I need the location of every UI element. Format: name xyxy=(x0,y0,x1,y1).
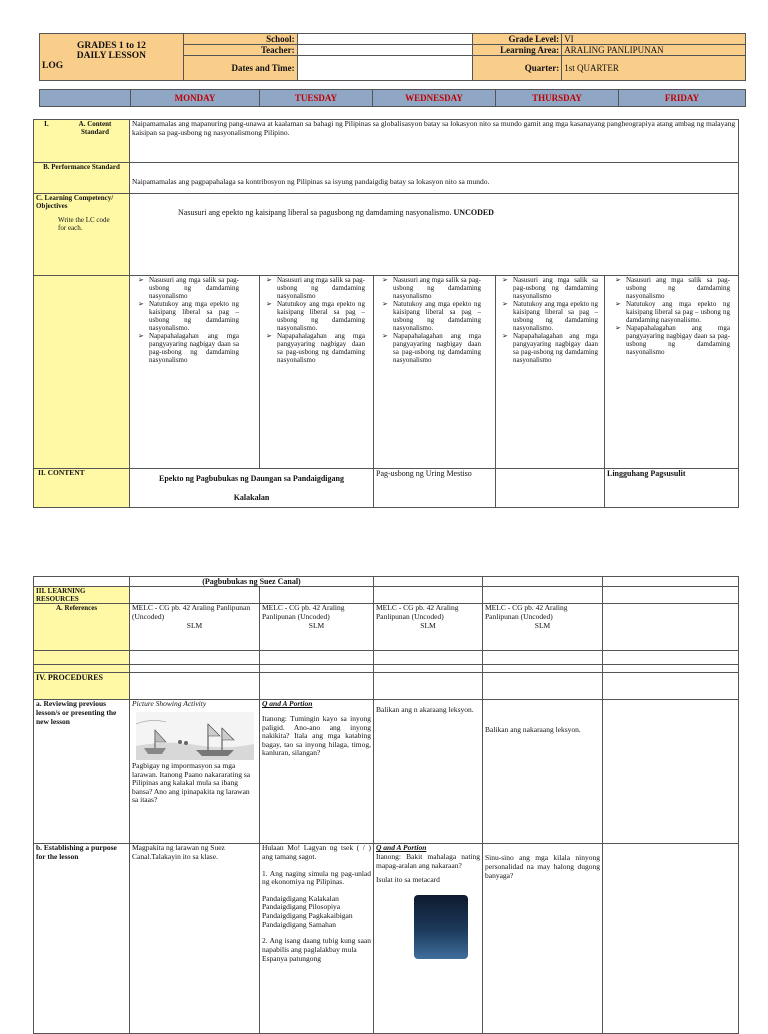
ref-thursday-text: MELC - CG pb. 42 Araling Panlipunan (Uncoded) xyxy=(485,603,568,621)
school-label: School: xyxy=(183,34,297,45)
lc-item: ➢ Nasusuri ang mga salik sa pag-usbong ng damdaming nasyonalismo xyxy=(615,276,730,300)
content-monday-tuesday: Epekto ng Pagbubukas ng Daungan sa Pandaigdigang Kalakalan xyxy=(130,469,374,508)
gap-row-5 xyxy=(603,651,739,665)
proc-blank-3 xyxy=(374,673,483,700)
dates-label: Dates and Time: xyxy=(183,56,297,81)
content-friday: Lingguhang Pagsusulit xyxy=(605,469,739,508)
content-thursday xyxy=(496,469,605,508)
ref-thursday xyxy=(483,604,603,651)
lc-item: ➢ Napapahalagahan ang mga pangyayaring nagbigay daan sa pag-usbong ng damdaming nasyonalismo xyxy=(138,332,239,364)
purpose-wednesday-title: Q and A Portion xyxy=(376,843,427,853)
resources-blank-1 xyxy=(130,587,260,604)
lc-item: ➢ Nasusuri ang mga salik sa pag-usbong ng damdaming nasyonalismo xyxy=(138,276,239,300)
suez-blank-3 xyxy=(483,577,603,587)
purpose-wednesday-text: Itanong: Bakit mahalaga nating mapag-aralan ang nakaraan? xyxy=(376,851,480,870)
ref-monday-slm: SLM xyxy=(186,620,203,630)
purpose-tuesday-intro: Hulaan Mo! Lagyan ng tsek ( / ) ang tamang sagot. xyxy=(262,843,371,861)
suez-blank-2 xyxy=(374,577,483,587)
purpose-label: b. Establishing a purpose for the lesson xyxy=(34,844,130,1034)
lc-item: ➢ Natutukoy ang mga epekto ng kaisipang liberal sa pag –usbong ng damdaming nasyonalismo. xyxy=(138,300,239,332)
competency-note: Write the LC code for each. xyxy=(58,216,110,233)
gap-row2-5 xyxy=(603,665,739,673)
day-friday: FRIDAY xyxy=(619,90,746,107)
purpose-tuesday-opt1: Pandaigdigang Kalakalan xyxy=(262,893,339,903)
dates-field[interactable] xyxy=(297,56,473,81)
purpose-wednesday xyxy=(374,844,483,1034)
ref-thursday-slm: SLM xyxy=(534,620,551,630)
ref-wednesday-text: MELC - CG pb. 42 Araling Panlipunan (Uncoded) xyxy=(376,603,459,621)
title-cell xyxy=(40,34,184,81)
resources-label: III. LEARNING RESOURCES xyxy=(34,587,130,604)
title-line2: DAILY LESSON xyxy=(76,51,147,61)
ref-tuesday-slm: SLM xyxy=(308,620,325,630)
port-illustration xyxy=(136,712,254,760)
suez-blank xyxy=(34,577,130,587)
suez-blank-4 xyxy=(603,577,739,587)
competency-text: Nasusuri ang epekto ng kaisipang liberal sa pagusbong ng damdaming nasyonalismo. xyxy=(178,208,452,217)
lc-items-tuesday xyxy=(260,276,374,469)
day-thursday: THURSDAY xyxy=(496,90,619,107)
lc-items-monday xyxy=(130,276,260,469)
procedures-label: IV. PROCEDURES xyxy=(34,673,130,700)
day-tuesday: TUESDAY xyxy=(260,90,373,107)
days-blank xyxy=(40,90,131,107)
gap-row2-2 xyxy=(260,665,374,673)
area-value[interactable]: ARALING PANLIPUNAN xyxy=(562,45,746,56)
review-wednesday: Balikan ang n akaraang leksyon. xyxy=(374,700,483,844)
lc-item: ➢ Natutukoy ang mga epekto ng kaisipang liberal sa pag – usbong ng damdaming nasyonalismo. xyxy=(615,300,730,324)
teacher-field[interactable] xyxy=(297,45,473,56)
review-thursday: Balikan ang nakaraang leksyon. xyxy=(483,700,603,844)
procedures-table xyxy=(33,576,739,1034)
competency-label: C. Learning Competency/ Objectives xyxy=(36,194,114,211)
purpose-tuesday-opt3: Pandaigdigang Pagkakaibigan xyxy=(262,911,353,921)
area-label: Learning Area: xyxy=(473,45,562,56)
day-monday: MONDAY xyxy=(131,90,260,107)
lc-item: ➢ Napapahalagahan ang mga pangyayaring nagbigay daan sa pag-usbong ng damdaming nasyonalismo xyxy=(382,332,481,364)
review-monday xyxy=(130,700,260,844)
purpose-monday: Magpakita ng larawan ng Suez Canal.Talakayin ito sa klase. xyxy=(130,844,260,1034)
review-tuesday-title: Q and A Portion xyxy=(262,699,313,709)
lc-item: ➢ Natutukoy ang mga epekto ng kaisipang liberal sa pag – usbong ng damdaming nasyonalismo. xyxy=(502,300,598,332)
lc-item: ➢ Napapahalagahan ang mga pangyayaring nagbigay daan sa pag-usbong ng damdaming nasyonalismo xyxy=(266,332,365,364)
ref-tuesday-text: MELC - CG pb. 42 Araling Panlipunan (Uncoded) xyxy=(262,603,345,621)
gap-row2-1 xyxy=(130,665,260,673)
purpose-tuesday xyxy=(260,844,374,1034)
title-line1: GRADES 1 to 12 xyxy=(76,41,146,51)
metacard-image xyxy=(414,895,468,959)
competency-label-cell xyxy=(34,194,130,276)
review-label: a. Reviewing previous lesson/s or presenting the new lesson xyxy=(34,700,130,844)
gap-row-4 xyxy=(483,651,603,665)
gap-row-2 xyxy=(260,651,374,665)
gap-row-1 xyxy=(130,651,260,665)
gap-row2-label xyxy=(34,665,130,673)
section-i-num: I. xyxy=(44,119,49,128)
resources-blank-5 xyxy=(603,587,739,604)
lc-item: ➢ Napapahalagahan ang mga pangyayaring nagbigay daan sa pag-usbong ng damdaming nasyonalismo xyxy=(615,324,730,356)
suez-title: (Pagbubukas ng Suez Canal) xyxy=(130,577,374,587)
lc-item: ➢ Nasusuri ang mga salik sa pag-usbong ng damdaming nasyonalismo xyxy=(502,276,598,300)
grade-value[interactable]: VI xyxy=(562,34,746,45)
content-label: II. CONTENT xyxy=(34,469,130,508)
school-field[interactable] xyxy=(297,34,473,45)
ref-friday xyxy=(603,604,739,651)
gap-row2-3 xyxy=(374,665,483,673)
purpose-wednesday-text2: Isulat ito sa metacard xyxy=(376,875,440,885)
review-tuesday-text: Itanong: Tumingin kayo sa inyong paligid. Ano-ano ang inyong nakikita? Itala ang mga katabing bagay, tao sa inyong hilaga, timog, kanluran, silangan? xyxy=(262,713,371,758)
lc-item: ➢ Natutukoy ang mga epekto ng kaisipang liberal sa pag – usbong ng damdaming nasyonalismo. xyxy=(266,300,365,332)
lc-item: ➢ Nasusuri ang mga salik sa pag-usbong ng damdaming nasyonalismo xyxy=(382,276,481,300)
resources-blank-4 xyxy=(483,587,603,604)
purpose-tuesday-opt4: Pandaigdigang Samahan xyxy=(262,919,336,929)
ref-monday-text: MELC - CG pb. 42 Araling Panlipunan (Uncoded) xyxy=(132,603,251,621)
purpose-tuesday-opt2: Pandaigdigang Pilosopiya xyxy=(262,902,341,912)
performance-standard-value: Naipamamalas ang pagpapahalaga sa kontribosyon ng Pilipinas sa isyung pandaigdig batay sa lokasyon nito sa mundo. xyxy=(130,163,739,194)
content-standard-label xyxy=(34,120,130,163)
purpose-tuesday-q2b: Espanya patungong xyxy=(262,953,321,963)
gap-row-3 xyxy=(374,651,483,665)
ref-wednesday xyxy=(374,604,483,651)
ref-wednesday-slm: SLM xyxy=(420,620,436,630)
resources-blank-3 xyxy=(374,587,483,604)
teacher-label: Teacher: xyxy=(183,45,297,56)
objectives-table xyxy=(33,119,739,508)
header-table xyxy=(39,33,746,81)
lc-item: ➢ Natutukoy ang mga epekto ng kaisipang liberal sa pag – usbong ng damdaming nasyonalismo. xyxy=(382,300,481,332)
gap-row2-4 xyxy=(483,665,603,673)
lc-item: ➢ Nasusuri ang mga salik sa pag-usbong ng damdaming nasyonalismo xyxy=(266,276,365,300)
lc-item: ➢ Napapahalagahan ang mga pangyayaring nagbigay daan sa pag-usbong ng damdaming nasyonalismo xyxy=(502,332,598,364)
proc-blank-4 xyxy=(483,673,603,700)
performance-standard-label: B. Performance Standard xyxy=(34,163,130,194)
content-standard-value: Naipamamalas ang mapanuring pang-unawa at kaalaman sa bahagi ng Pilipinas sa globalisasyon batay sa lokasyon nito sa mundo gamit ang mga kasanayang pangheograpiya atang ambag ng malayang kaisipan sa pag-usbong ng nasyonalismong Pilipino. xyxy=(130,120,739,163)
proc-blank-1 xyxy=(130,673,260,700)
ref-monday xyxy=(130,604,260,651)
purpose-tuesday-q2: 2. Ang isang daang tubig kung saan napabilis ang paglalakbay mula xyxy=(262,936,371,954)
ref-tuesday xyxy=(260,604,374,651)
review-monday-text: Pagbigay ng impormasyon sa mga larawan. Itanong Paano nakararating sa Pilipinas ang kalakal mula sa ibang bansa? Ano ang ipinapakita ng larawan sa itaas? xyxy=(132,760,251,805)
purpose-thursday: Sinu-sino ang mga kilala ninyong personalidad na may halong dugong banyaga? xyxy=(483,844,603,1034)
day-wednesday: WEDNESDAY xyxy=(373,90,496,107)
review-monday-title: Picture Showing Activity xyxy=(132,699,207,709)
resources-blank-2 xyxy=(260,587,374,604)
references-label: A. References xyxy=(34,604,130,651)
days-bar xyxy=(39,89,746,107)
proc-blank-2 xyxy=(260,673,374,700)
review-friday xyxy=(603,700,739,844)
review-tuesday xyxy=(260,700,374,844)
lc-items-label xyxy=(34,276,130,469)
quarter-value[interactable]: 1st QUARTER xyxy=(562,56,746,81)
lc-items-friday xyxy=(605,276,739,469)
purpose-tuesday-q1: 1. Ang naging simula ng pag-unlad ng ekonomiya ng Pilipinas. xyxy=(262,868,371,887)
title-line3: LOG xyxy=(42,61,64,71)
gap-row-label xyxy=(34,651,130,665)
grade-label: Grade Level: xyxy=(473,34,562,45)
quarter-label: Quarter: xyxy=(473,56,562,81)
content-standard-text: A. Content Standard xyxy=(78,120,112,137)
purpose-friday xyxy=(603,844,739,1034)
lc-items-wednesday xyxy=(374,276,496,469)
proc-blank-5 xyxy=(603,673,739,700)
competency-value xyxy=(130,194,739,276)
content-wednesday: Pag-usbong ng Uring Mestiso xyxy=(374,469,496,508)
competency-code: UNCODED xyxy=(453,208,494,217)
lc-items-thursday xyxy=(496,276,605,469)
